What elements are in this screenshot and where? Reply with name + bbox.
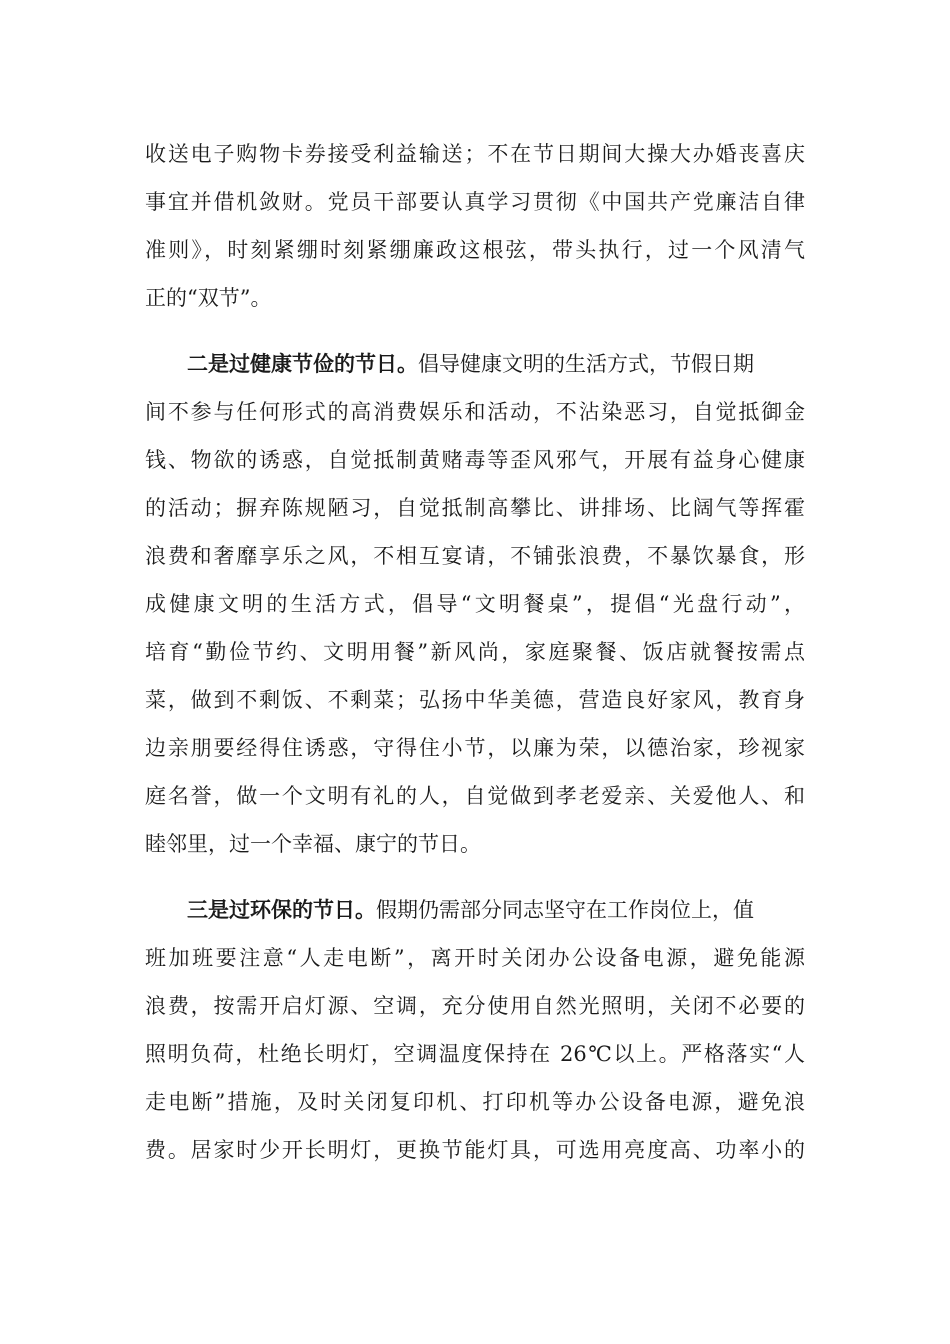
section-heading-healthy-frugal: 二是过健康节俭的节日。 xyxy=(187,351,418,376)
paragraph-line xyxy=(187,351,805,377)
body-line: 庭名誉，做一个文明有礼的人，自觉做到孝老爱亲、关爱他人、和 xyxy=(145,784,805,808)
body-line: 培育“勤俭节约、文明用餐”新风尚，家庭聚餐、饭店就餐按需点 xyxy=(145,640,805,664)
body-line: 浪费和奢靡享乐之风，不相互宴请，不铺张浪费，不暴饮暴食，形 xyxy=(145,544,805,568)
body-line: 准则》，时刻紧绷时刻紧绷廉政这根弦，带头执行，过一个风清气 xyxy=(145,238,805,262)
section-heading-environmental: 三是过环保的节日。 xyxy=(187,897,376,922)
paragraph-line xyxy=(187,897,805,923)
body-line: 的活动；摒弃陈规陋习，自觉抵制高攀比、讲排场、比阔气等挥霍 xyxy=(145,496,805,520)
body-line: 成健康文明的生活方式，倡导“文明餐桌”，提倡“光盘行动”， xyxy=(145,592,805,616)
body-line: 走电断”措施，及时关闭复印机、打印机等办公设备电源，避免浪 xyxy=(145,1090,805,1114)
body-line: 菜，做到不剩饭、不剩菜；弘扬中华美德，营造良好家风，教育身 xyxy=(145,688,805,712)
body-line: 收送电子购物卡券接受利益输送；不在节日期间大操大办婚丧喜庆 xyxy=(145,142,805,166)
body-line: 照明负荷，杜绝长明灯，空调温度保持在 26℃以上。严格落实“人 xyxy=(145,1042,805,1066)
body-line: 正的“双节”。 xyxy=(145,286,272,310)
body-line: 事宜并借机敛财。党员干部要认真学习贯彻《中国共产党廉洁自律 xyxy=(145,190,805,214)
body-line: 钱、物欲的诱惑，自觉抵制黄赌毒等歪风邪气，开展有益身心健康 xyxy=(145,448,805,472)
body-line: 边亲朋要经得住诱惑，守得住小节，以廉为荣，以德治家，珍视家 xyxy=(145,736,805,760)
body-text: 假期仍需部分同志坚守在工作岗位上，值 xyxy=(376,898,754,922)
body-line: 睦邻里，过一个幸福、康宁的节日。 xyxy=(145,832,481,856)
body-text: 倡导健康文明的生活方式，节假日期 xyxy=(418,352,754,376)
body-line: 班加班要注意“人走电断”，离开时关闭办公设备电源，避免能源 xyxy=(145,946,805,970)
body-line: 费。居家时少开长明灯，更换节能灯具，可选用亮度高、功率小的 xyxy=(145,1138,805,1162)
body-line: 间不参与任何形式的高消费娱乐和活动，不沾染恶习，自觉抵御金 xyxy=(145,400,805,424)
body-line: 浪费，按需开启灯源、空调，充分使用自然光照明，关闭不必要的 xyxy=(145,994,805,1018)
